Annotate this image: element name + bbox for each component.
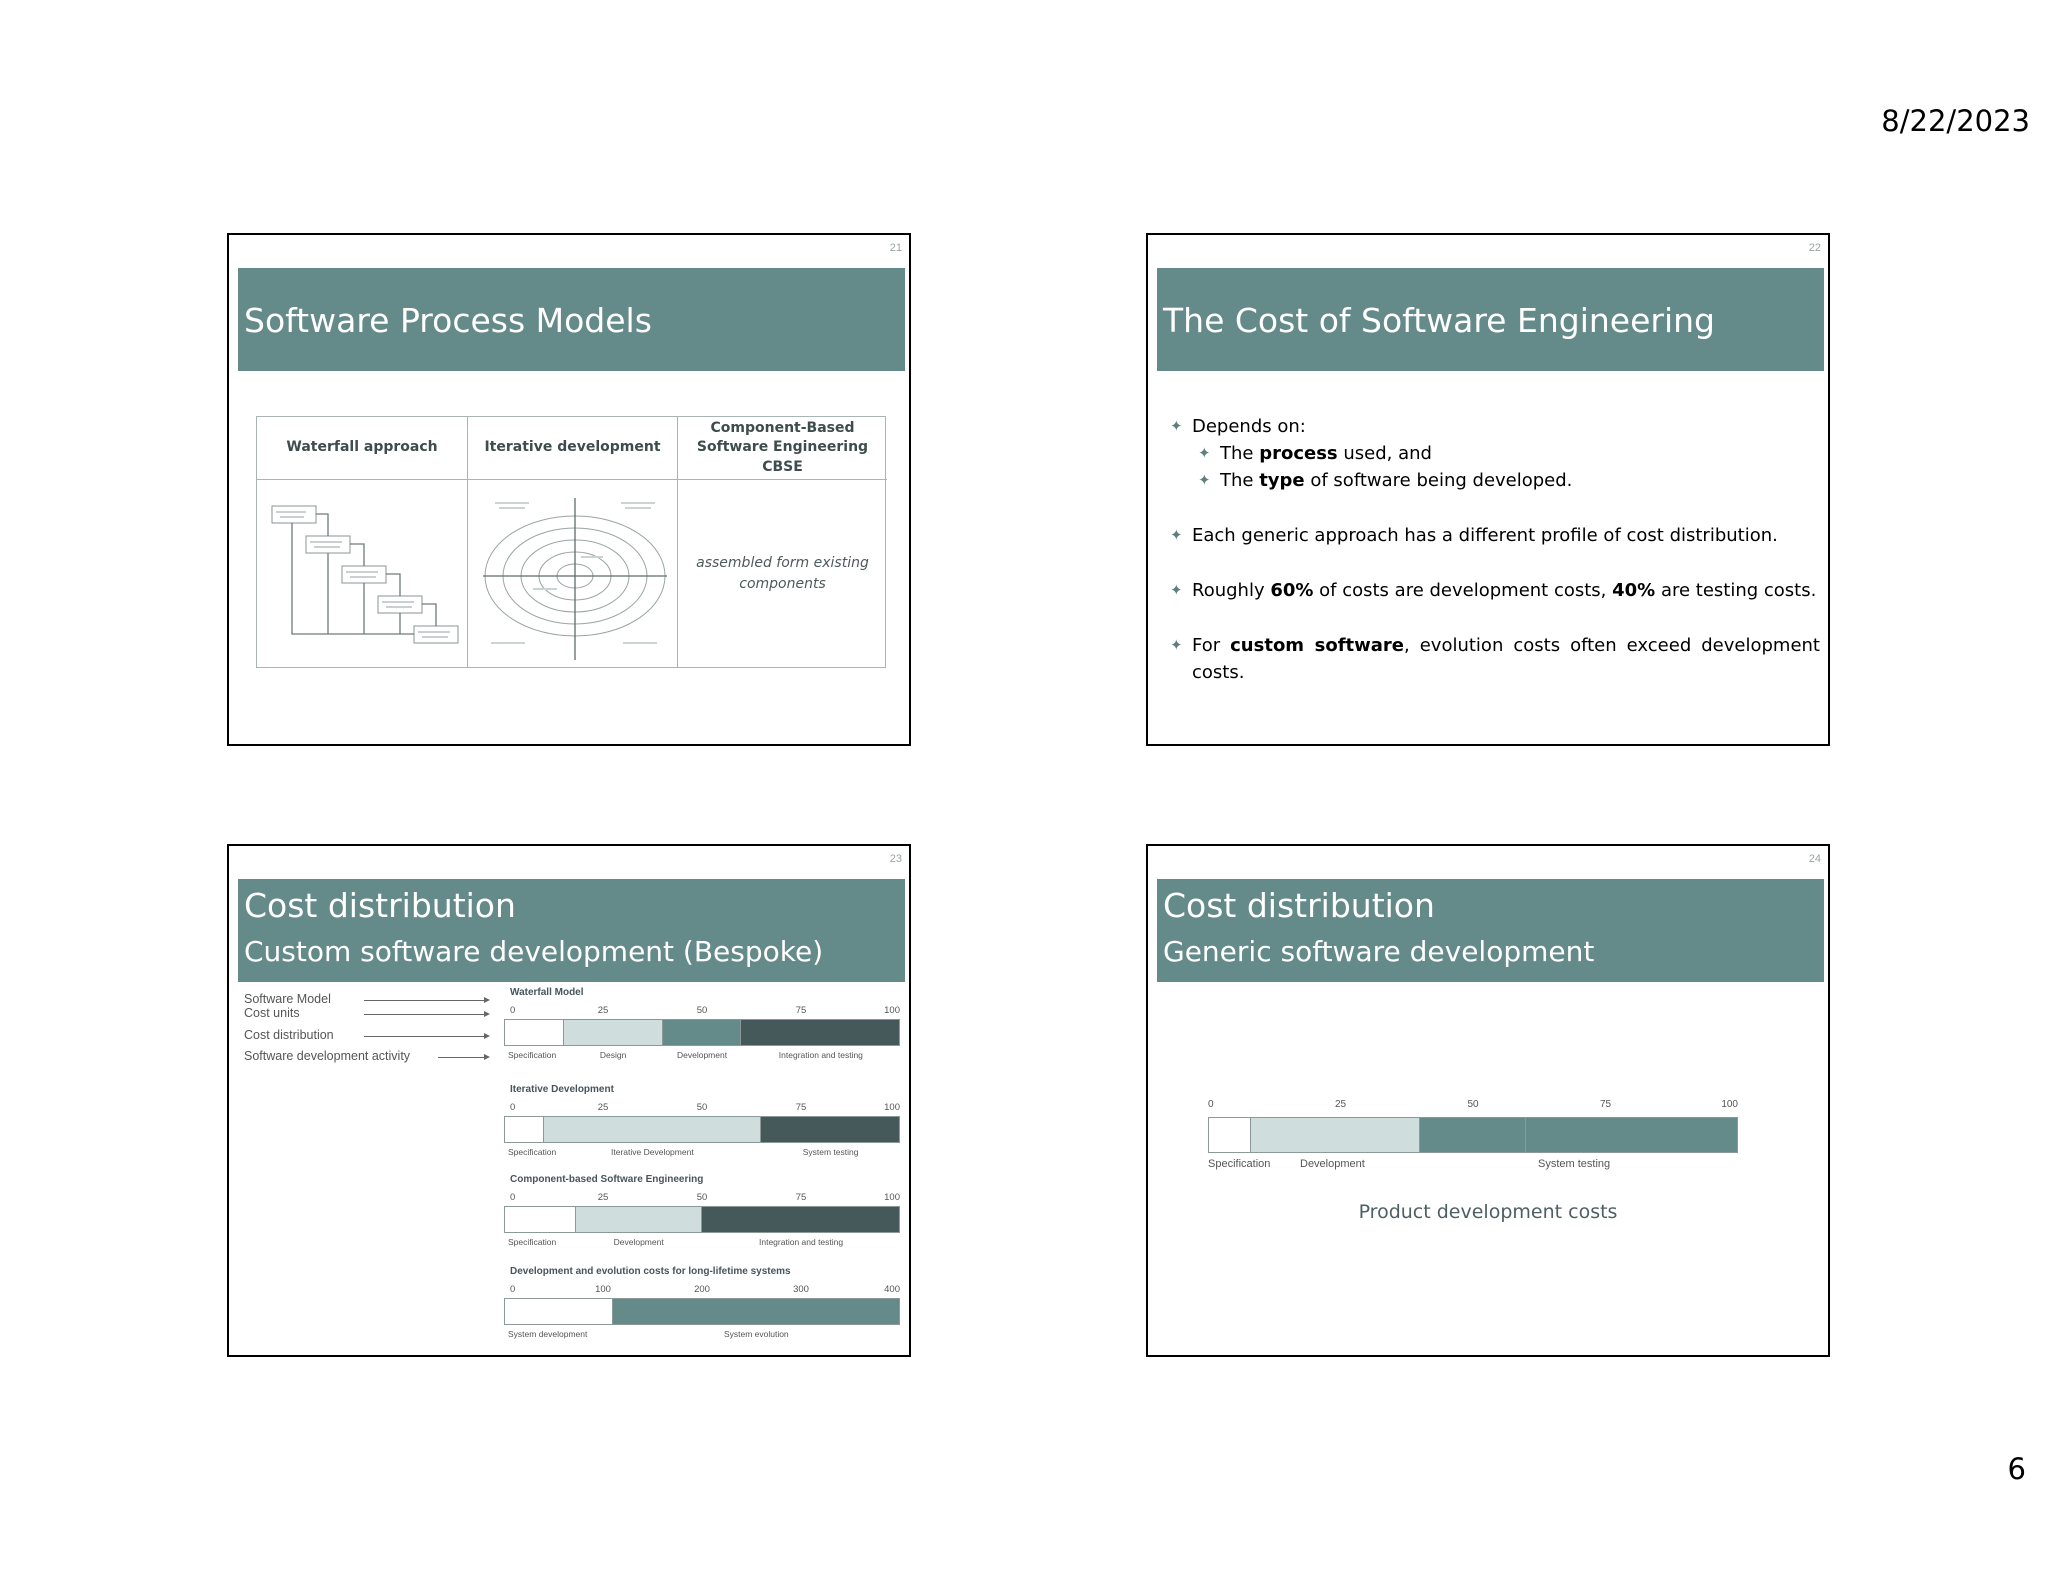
slide-number: 23 xyxy=(889,853,902,865)
axis-tick-label: 50 xyxy=(696,1192,708,1203)
legend-item: Cost units xyxy=(244,1006,300,1020)
slide-subtitle: Generic software development xyxy=(1163,935,1595,968)
waterfall-diagram xyxy=(257,480,467,667)
segment-label: System development xyxy=(508,1329,588,1339)
segment-label: System evolution xyxy=(723,1329,789,1339)
cost-segment xyxy=(741,1020,899,1045)
cost-segment xyxy=(576,1207,702,1232)
axis-tick-label: 75 xyxy=(795,1005,807,1016)
sub-bullet-item: ✦ The process used, and xyxy=(1170,440,1820,467)
bullet-marker-icon: ✦ xyxy=(1198,444,1211,462)
bullet-item: ✦ Roughly 60% of costs are development costs, 40% are testing costs. xyxy=(1170,577,1820,604)
chart-title: Development and evolution costs for long-lifetime systems xyxy=(510,1266,791,1277)
cbse-body xyxy=(678,480,887,667)
cbse-description: assembled form existing components xyxy=(696,555,869,592)
slide-23 xyxy=(227,844,911,1357)
axis-tick-label: 100 xyxy=(1721,1099,1738,1110)
axis-tick-label: 0 xyxy=(510,1102,516,1113)
slide-title: Cost distribution xyxy=(1163,886,1435,925)
spiral-diagram xyxy=(468,480,677,667)
cost-segment xyxy=(663,1020,742,1045)
iterative-column xyxy=(467,417,677,667)
slide-24 xyxy=(1146,844,1830,1357)
page-number: 6 xyxy=(2007,1452,2026,1486)
cost-bar-track xyxy=(504,1116,900,1143)
axis-tick-label: 400 xyxy=(884,1284,900,1295)
axis-tick-label: 50 xyxy=(696,1102,708,1113)
cost-segment xyxy=(1209,1118,1251,1152)
axis-tick-label: 0 xyxy=(510,1192,516,1203)
slide-22 xyxy=(1146,233,1830,746)
process-models-table xyxy=(256,416,886,668)
slide-title: Cost distribution xyxy=(244,886,516,925)
slide-title-band xyxy=(238,268,905,371)
bullet-item: ✦ Depends on: xyxy=(1170,413,1820,440)
segment-label: System testing xyxy=(1538,1158,1611,1170)
slide-21 xyxy=(227,233,911,746)
bullet-item: ✦ For custom software, evolution costs often exceed development costs. xyxy=(1170,632,1820,686)
page-date: 8/22/2023 xyxy=(1881,104,2030,138)
chart-title: Waterfall Model xyxy=(510,987,584,998)
axis-tick-label: 100 xyxy=(884,1192,900,1203)
cost-segment xyxy=(1526,1118,1737,1152)
segment-label: Specification xyxy=(1208,1158,1271,1170)
cost-segment xyxy=(761,1117,899,1142)
axis-tick-label: 100 xyxy=(884,1102,900,1113)
bullet-marker-icon: ✦ xyxy=(1170,417,1183,435)
sub-bullet-item: ✦ The type of software being developed. xyxy=(1170,467,1820,494)
slide-title: Software Process Models xyxy=(244,301,652,340)
cost-bar-track xyxy=(1208,1117,1738,1153)
cbse-column xyxy=(677,417,887,667)
axis-tick-label: 200 xyxy=(694,1284,710,1295)
slide-number: 24 xyxy=(1808,853,1821,865)
chart-title: Iterative Development xyxy=(510,1084,614,1095)
slide-title-band xyxy=(1157,268,1824,371)
legend-arrow-line xyxy=(364,1014,484,1015)
arrow-right-icon xyxy=(484,1054,490,1060)
axis-tick-label: 50 xyxy=(1467,1099,1479,1110)
segment-label: System testing xyxy=(802,1147,859,1157)
legend-item: Cost distribution xyxy=(244,1028,334,1042)
segment-label: Iterative Development xyxy=(611,1147,694,1157)
chart-caption: Product development costs xyxy=(1358,1201,1618,1223)
segment-label: Development xyxy=(613,1237,664,1247)
axis-tick-label: 25 xyxy=(1334,1099,1347,1110)
cost-segment xyxy=(505,1020,564,1045)
slide-number: 22 xyxy=(1808,242,1821,254)
axis-tick-label: 75 xyxy=(1599,1099,1612,1110)
cost-segment xyxy=(613,1299,899,1324)
cost-bar-track xyxy=(504,1019,900,1046)
bullet-item: ✦ Each generic approach has a different profile of cost distribution. xyxy=(1170,522,1820,549)
slide-title-band xyxy=(1157,879,1824,982)
waterfall-column xyxy=(257,417,467,667)
legend-arrow-line xyxy=(438,1057,484,1058)
axis-tick-label: 25 xyxy=(597,1192,609,1203)
cost-segment xyxy=(702,1207,899,1232)
arrow-right-icon xyxy=(484,1011,490,1017)
segment-label: Design xyxy=(599,1050,627,1060)
legend-item: Software Model xyxy=(244,992,331,1006)
arrow-right-icon xyxy=(484,1033,490,1039)
cost-segment xyxy=(564,1020,663,1045)
axis-tick-label: 0 xyxy=(510,1005,516,1016)
cost-segment xyxy=(1251,1118,1420,1152)
cost-segment xyxy=(505,1117,544,1142)
cost-segment xyxy=(544,1117,761,1142)
segment-label: Integration and testing xyxy=(759,1237,844,1247)
column-header: Waterfall approach xyxy=(257,417,467,480)
axis-tick-label: 100 xyxy=(884,1005,900,1016)
legend-item: Software development activity xyxy=(244,1049,411,1063)
cost-segment xyxy=(505,1299,613,1324)
cost-bar-track xyxy=(504,1206,900,1233)
legend-arrow-line xyxy=(364,1036,484,1037)
bullet-marker-icon: ✦ xyxy=(1198,471,1211,489)
chart-title: Component-based Software Engineering xyxy=(510,1174,704,1185)
cost-bar-track xyxy=(504,1298,900,1325)
axis-tick-label: 300 xyxy=(793,1284,809,1295)
segment-label: Development xyxy=(677,1050,728,1060)
slide-title-band xyxy=(238,879,905,982)
arrow-right-icon xyxy=(484,997,490,1003)
axis-tick-label: 25 xyxy=(597,1005,609,1016)
bullet-marker-icon: ✦ xyxy=(1170,581,1183,599)
spiral-diagram-image xyxy=(473,484,673,664)
legend-arrow-line xyxy=(364,1000,484,1001)
segment-label: Specification xyxy=(508,1050,557,1060)
bullet-marker-icon: ✦ xyxy=(1170,526,1183,544)
segment-label: Integration and testing xyxy=(778,1050,863,1060)
axis-tick-label: 0 xyxy=(510,1284,516,1295)
segment-label: Development xyxy=(1300,1158,1365,1170)
bullet-list xyxy=(1170,413,1820,686)
slide-title: The Cost of Software Engineering xyxy=(1163,301,1715,340)
segment-label: Specification xyxy=(508,1237,557,1247)
axis-tick-label: 100 xyxy=(595,1284,611,1295)
axis-tick-label: 50 xyxy=(696,1005,708,1016)
slide-number: 21 xyxy=(889,242,902,254)
axis-tick-label: 0 xyxy=(1208,1099,1214,1110)
slide-subtitle: Custom software development (Bespoke) xyxy=(244,935,824,968)
waterfall-diagram-image xyxy=(262,484,462,664)
cost-segment xyxy=(1420,1118,1526,1152)
cost-segment xyxy=(505,1207,576,1232)
column-header: Component-Based Software Engineering CBSE xyxy=(678,417,887,480)
segment-label: Specification xyxy=(508,1147,557,1157)
axis-tick-label: 25 xyxy=(597,1102,609,1113)
axis-tick-label: 75 xyxy=(795,1192,807,1203)
axis-tick-label: 75 xyxy=(795,1102,807,1113)
column-header: Iterative development xyxy=(468,417,677,480)
bullet-marker-icon: ✦ xyxy=(1170,636,1183,654)
